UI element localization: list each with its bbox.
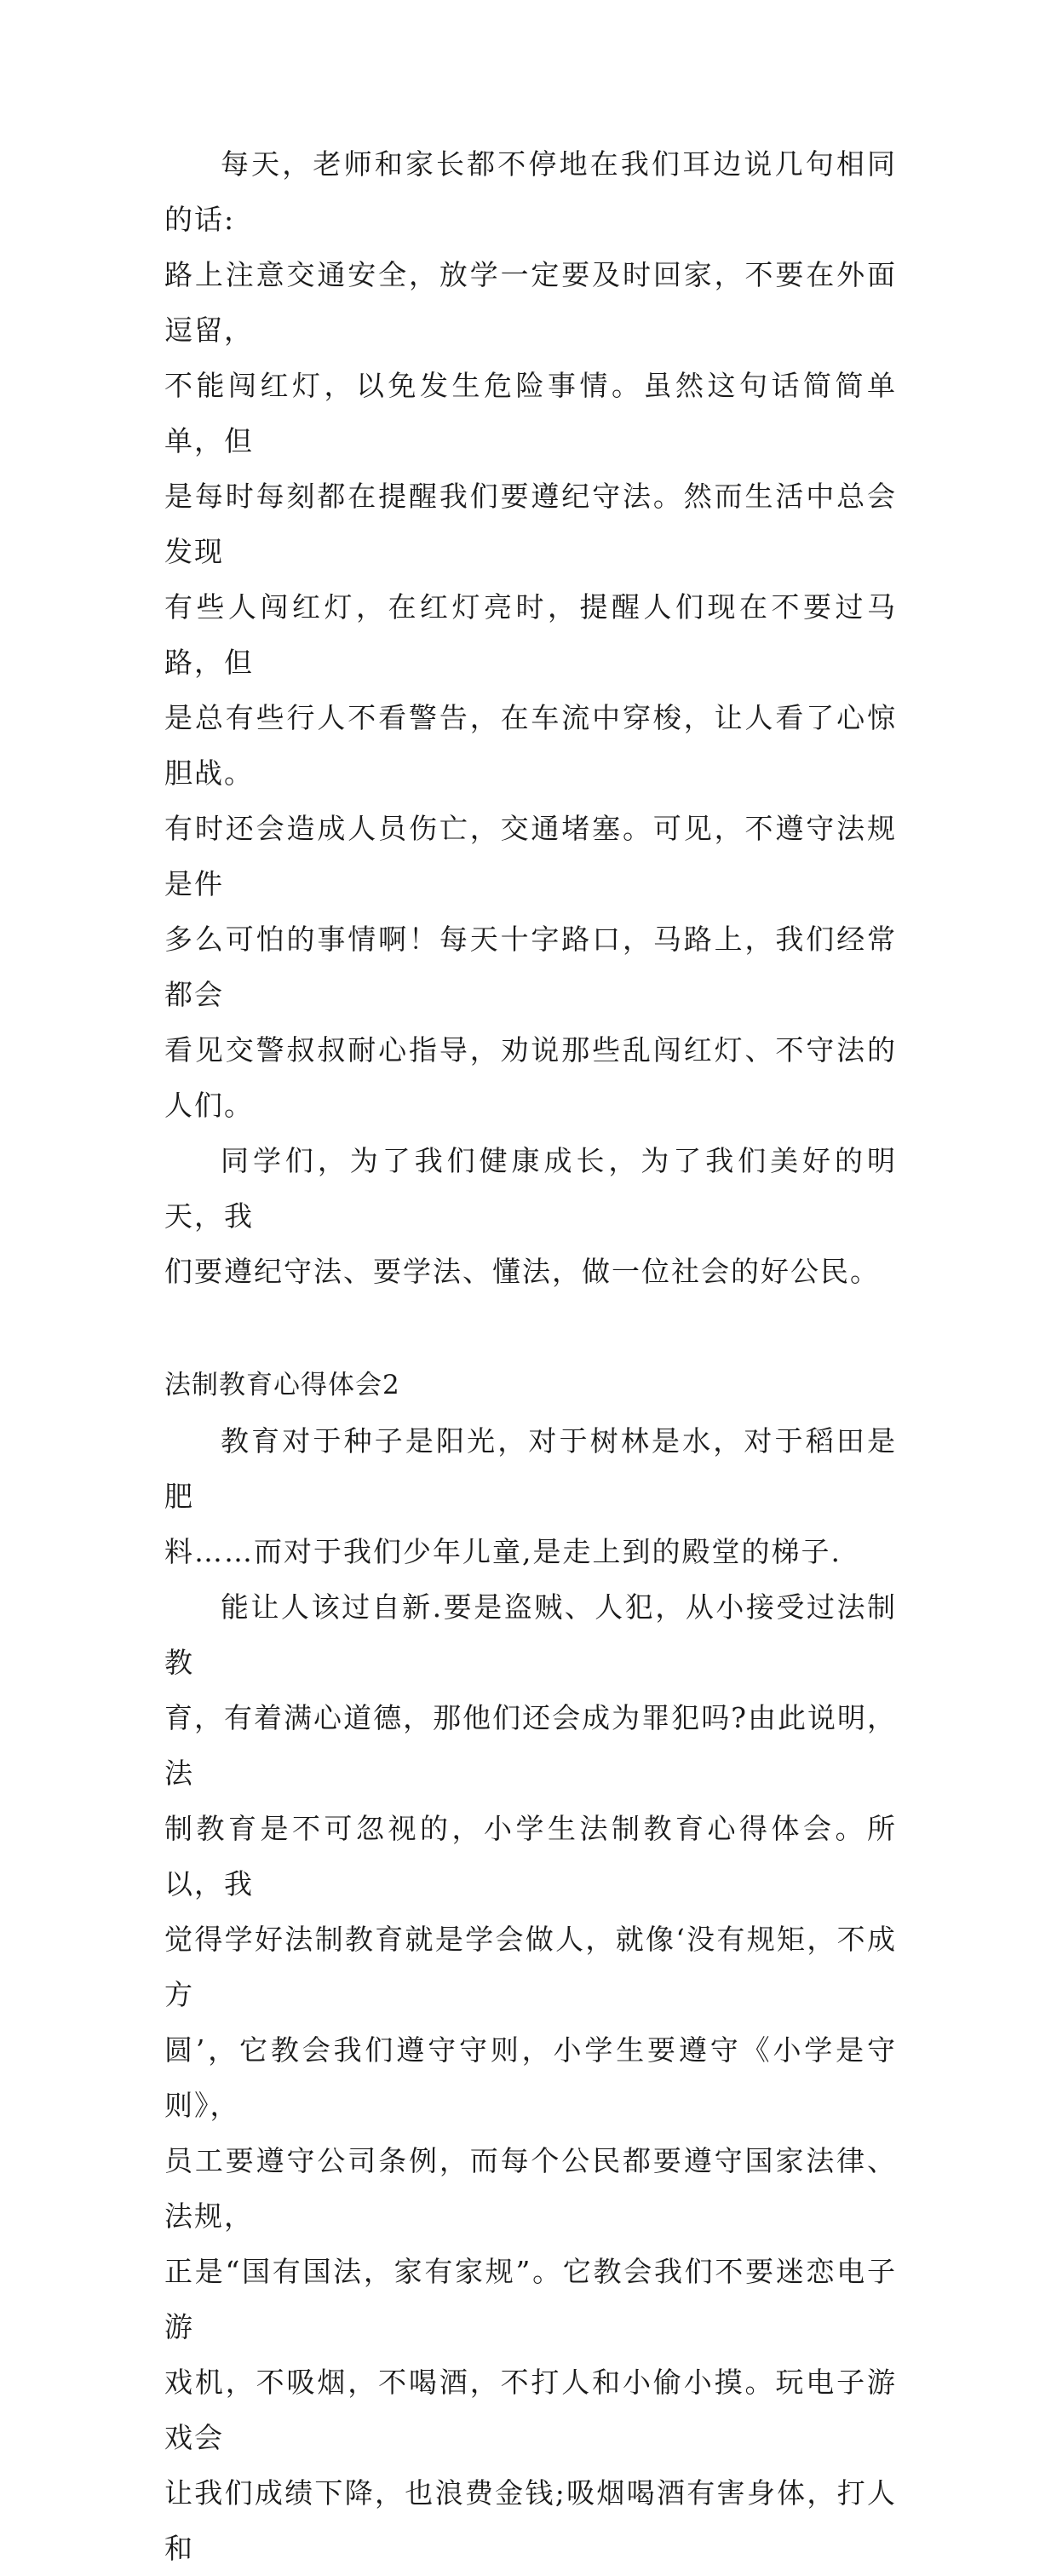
paragraph-education-metaphor: 教育对于种子是阳光，对于树林是水，对于稻田是肥 料……而对于我们少年儿童,是走上到的殿堂的梯子. <box>164 1424 897 1568</box>
document-body <box>164 136 897 2576</box>
paragraph-classmates: 同学们，为了我们健康成长，为了我们美好的明天，我 们要遵纪守法、要学法、懂法，做一位社会的好公民。 <box>164 1144 897 1288</box>
section-spacer <box>164 1299 897 1358</box>
paragraph-traffic-safety: 每天，老师和家长都不停地在我们耳边说几句相同的话: 路上注意交通安全，放学一定要及时回家，不要在外面逗留， 不能闯红灯，以免发生危险事情。虽然这句话简简单单，但 是每时每刻都在提醒我们要遵纪守法。然而生活中总会发现 有些人闯红灯，在红灯亮时，提醒人们现在不要过马路，但 是总有些行人不看警告，在车流中穿梭，让人看了心惊胆战。 有时还会造成人员伤亡，交通堵塞。可见，不遵守法规是件 多么可怕的事情啊！每天十字路口，马路上，我们经常都会 看见交警叔叔耐心指导，劝说那些乱闯红灯、不守法的人们。 <box>164 147 897 1122</box>
paragraph-law-education: 能让人该过自新.要是盗贼、人犯，从小接受过法制教 育，有着满心道德，那他们还会成为罪犯吗?由此说明，法 制教育是不可忽视的，小学生法制教育心得体会。所以，我 觉得学好法制教育就是学会做人，就像‘没有规矩，不成方 圆’，它教会我们遵守守则，小学生要遵守《小学是守则》， 员工要遵守公司条例，而每个公民都要遵守国家法律、法规， 正是“国有国法，家有家规”。它教会我们不要迷恋电子游 戏机，不吸烟，不喝酒，不打人和小偷小摸。玩电子游戏会 让我们成绩下降，也浪费金钱;吸烟喝酒有害身体，打人和 <box>164 1590 897 2565</box>
section-heading: 法制教育心得体会2 <box>164 1370 400 1400</box>
